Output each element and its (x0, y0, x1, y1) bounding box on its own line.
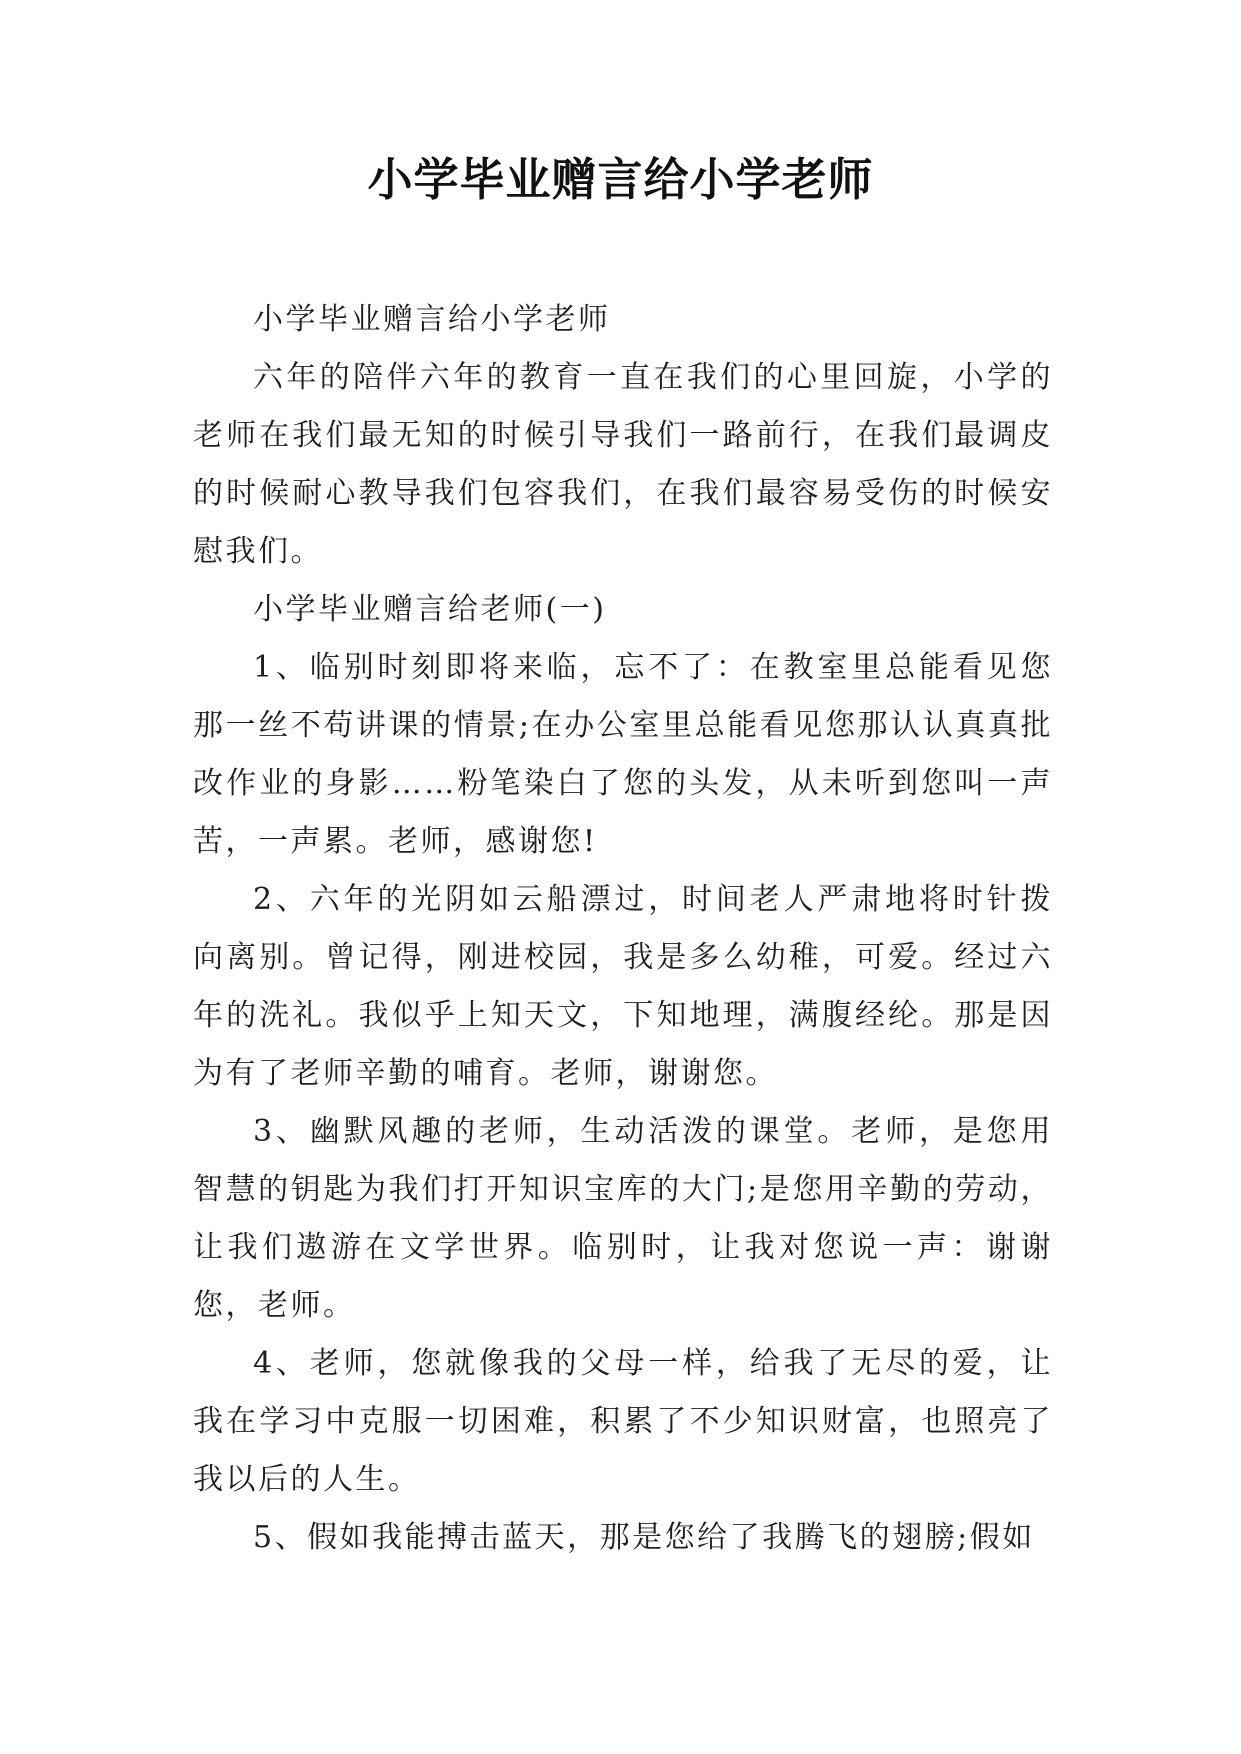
paragraph-intro: 六年的陪伴六年的教育一直在我们的心里回旋，小学的老师在我们最无知的时候引导我们一路前行，在我们最调皮的时候耐心教导我们包容我们，在我们最容易受伤的时候安慰我们。 (193, 360, 1053, 569)
section-heading: 小学毕业赠言给老师(一) (253, 592, 607, 627)
paragraph-item-3: 3、幽默风趣的老师，生动活泼的课堂。老师，是您用智慧的钥匙为我们打开知识宝库的大门;是您用辛勤的劳动，让我们遨游在文学世界。临别时，让我对您说一声：谢谢您，老师。 (193, 1114, 1053, 1323)
paragraph-item-1: 1、临别时刻即将来临，忘不了：在教室里总能看见您那一丝不苟讲课的情景;在办公室里总能看见您那认认真真批改作业的身影……粉笔染白了您的头发，从未听到您叫一声苦，一声累。老师，感谢您! (193, 650, 1053, 859)
document-body (193, 291, 1053, 1567)
paragraph-item-5: 5、假如我能搏击蓝天，那是您给了我腾飞的翅膀;假如 (253, 1520, 1035, 1555)
paragraph-subtitle: 小学毕业赠言给小学老师 (253, 302, 611, 337)
document-title: 小学毕业赠言给小学老师 (367, 153, 874, 206)
paragraph-item-4: 4、老师，您就像我的父母一样，给我了无尽的爱，让我在学习中克服一切困难，积累了不少知识财富，也照亮了我以后的人生。 (193, 1346, 1053, 1497)
paragraph-item-2: 2、六年的光阴如云船漂过，时间老人严肃地将时针拨向离别。曾记得，刚进校园，我是多么幼稚，可爱。经过六年的洗礼。我似乎上知天文，下知地理，满腹经纶。那是因为有了老师辛勤的哺育。老师，谢谢您。 (193, 882, 1053, 1091)
